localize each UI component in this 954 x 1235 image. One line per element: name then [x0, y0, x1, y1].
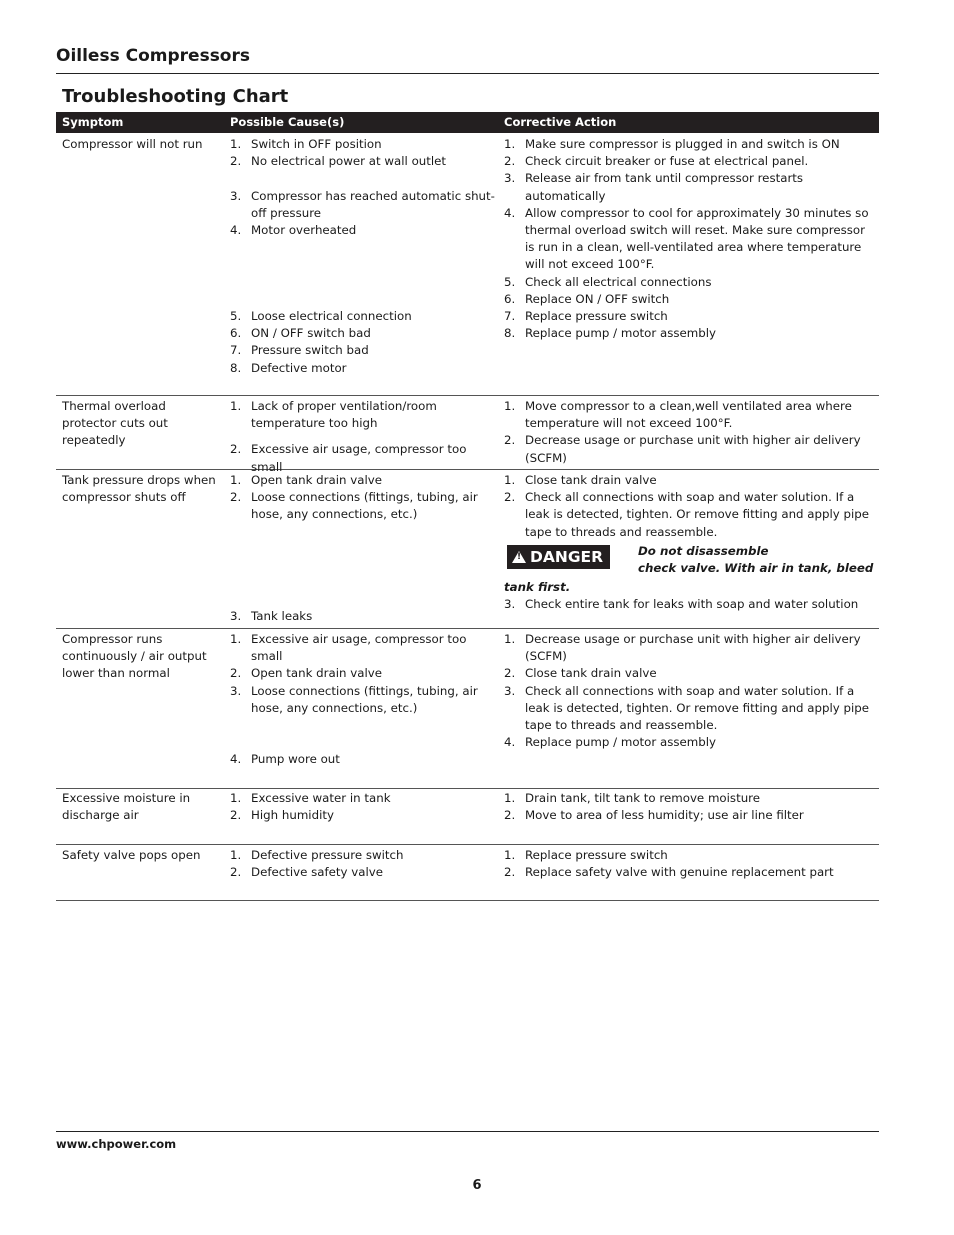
list-item: 5. Loose electrical connection [230, 309, 412, 323]
danger-note-line-2: check valve. With air in tank, bleed [638, 560, 874, 575]
list-item: 6. Replace ON / OFF switch [504, 291, 670, 306]
symptom-cell: Safety valve pops open [62, 848, 201, 862]
table-row [56, 469, 879, 629]
causes-cell [230, 631, 500, 769]
causes-cell [230, 847, 500, 881]
list-item: 2. High humidity [230, 808, 334, 823]
list-item: 1. Close tank drain valve [504, 473, 657, 487]
symptom-cell: Excessive moisture in discharge air [62, 791, 191, 823]
list-item: 2. Excessive air usage, compressor too small [230, 442, 467, 474]
actions-cell [504, 631, 874, 751]
list-item: 4. Motor overheated [230, 223, 357, 237]
list-item: 2. Move to area of less humidity; use air line filter [504, 808, 804, 823]
causes-cell [230, 790, 500, 824]
list-item: 2. Close tank drain valve [504, 666, 657, 681]
actions-cell [504, 472, 874, 613]
footer-rule [56, 1131, 879, 1132]
section-title: Oilless Compressors [56, 46, 250, 66]
list-item: 4. Allow compressor to cool for approximately 30 minutes so thermal overload switch will reset. Make sure compressor is run in a clean, well-ventilated area where temperature will not exceed 100°F. [504, 205, 869, 272]
list-item: 1. Move compressor to a clean,well ventilated area where temperature will not exceed 100°F. [504, 399, 852, 431]
list-item: 8. Defective motor [230, 360, 347, 375]
column-header-causes: Possible Cause(s) [230, 115, 345, 129]
list-item: 2. Decrease usage or purchase unit with higher air delivery (SCFM) [504, 433, 861, 465]
list-item: 1. Excessive water in tank [230, 791, 391, 805]
causes-cell [230, 472, 500, 524]
list-item: 2. Defective safety valve [230, 865, 384, 880]
list-item: 1. Lack of proper ventilation/room temperature too high [230, 399, 437, 431]
list-item: 3. Tank leaks [230, 609, 313, 623]
causes-cell-lower [230, 608, 500, 625]
list-item: 3. Release air from tank until compressor restarts automatically [504, 171, 804, 203]
list-item: 2. No electrical power at wall outlet [230, 154, 447, 169]
table-row [56, 395, 879, 474]
table-row [56, 628, 879, 789]
list-item: 2. Open tank drain valve [230, 666, 382, 681]
actions-cell [504, 847, 874, 881]
list-item: 2. Loose connections (fittings, tubing, air hose, any connections, etc.) [230, 490, 478, 522]
list-item: 6. ON / OFF switch bad [230, 326, 371, 341]
symptom-cell: Compressor runs continuously / air output lower than normal [62, 632, 207, 681]
list-item: 1. Drain tank, tilt tank to remove moisture [504, 791, 761, 805]
header-rule [56, 73, 879, 74]
page-number: 6 [472, 1178, 482, 1193]
list-item: 7. Replace pressure switch [504, 309, 668, 324]
list-item: 4. Replace pump / motor assembly [504, 735, 717, 750]
table-row [56, 844, 879, 901]
danger-badge: !DANGER [507, 545, 610, 569]
column-header-symptom: Symptom [62, 115, 124, 129]
table-row [56, 788, 879, 845]
list-item: 8. Replace pump / motor assembly [504, 326, 717, 341]
list-item: 1. Make sure compressor is plugged in and switch is ON [504, 137, 840, 151]
list-item: 3. Check all connections with soap and water solution. If a leak is detected, tighten. Or remove fitting and apply pipe tape to threads and reassemble. [504, 683, 870, 733]
table-header [56, 112, 879, 133]
causes-cell [230, 398, 500, 476]
list-item: 1. Replace pressure switch [504, 848, 668, 862]
list-item: 1. Defective pressure switch [230, 848, 404, 862]
chart-title: Troubleshooting Chart [62, 86, 289, 107]
actions-cell [504, 136, 874, 342]
list-item: 4. Pump wore out [230, 752, 340, 767]
list-item: 2. Replace safety valve with genuine replacement part [504, 865, 834, 880]
list-item: 1. Excessive air usage, compressor too small [230, 632, 467, 664]
list-item: 3. Check entire tank for leaks with soap and water solution [504, 597, 859, 612]
list-item: 1. Switch in OFF position [230, 137, 382, 151]
list-item: 2. Check circuit breaker or fuse at electrical panel. [504, 154, 809, 169]
list-item: 2. Check all connections with soap and water solution. If a leak is detected, tighten. Or remove fitting and apply pipe tape to threads and reassemble. [504, 490, 870, 539]
list-item: 3. Loose connections (fittings, tubing, air hose, any connections, etc.) [230, 683, 478, 715]
column-header-action: Corrective Action [504, 115, 617, 129]
actions-cell [504, 398, 874, 467]
list-item: 1. Open tank drain valve [230, 473, 382, 487]
danger-warning [504, 543, 874, 579]
danger-note-line-3: tank first. [504, 579, 571, 594]
list-item: 3. Compressor has reached automatic shut-off pressure [230, 188, 495, 220]
causes-cell [230, 136, 500, 377]
symptom-cell: Thermal overload protector cuts out repeatedly [62, 399, 168, 448]
actions-cell [504, 790, 874, 824]
warning-triangle-icon [512, 551, 526, 563]
table-row [56, 133, 879, 396]
symptom-cell: Tank pressure drops when compressor shuts off [62, 473, 216, 505]
list-item: 1. Decrease usage or purchase unit with higher air delivery (SCFM) [504, 632, 861, 664]
danger-note-line-1: Do not disassemble [638, 543, 769, 558]
website-link[interactable]: www.chpower.com [56, 1137, 177, 1151]
symptom-cell: Compressor will not run [62, 137, 203, 151]
list-item: 5. Check all electrical connections [504, 274, 712, 289]
list-item: 7. Pressure switch bad [230, 343, 369, 358]
